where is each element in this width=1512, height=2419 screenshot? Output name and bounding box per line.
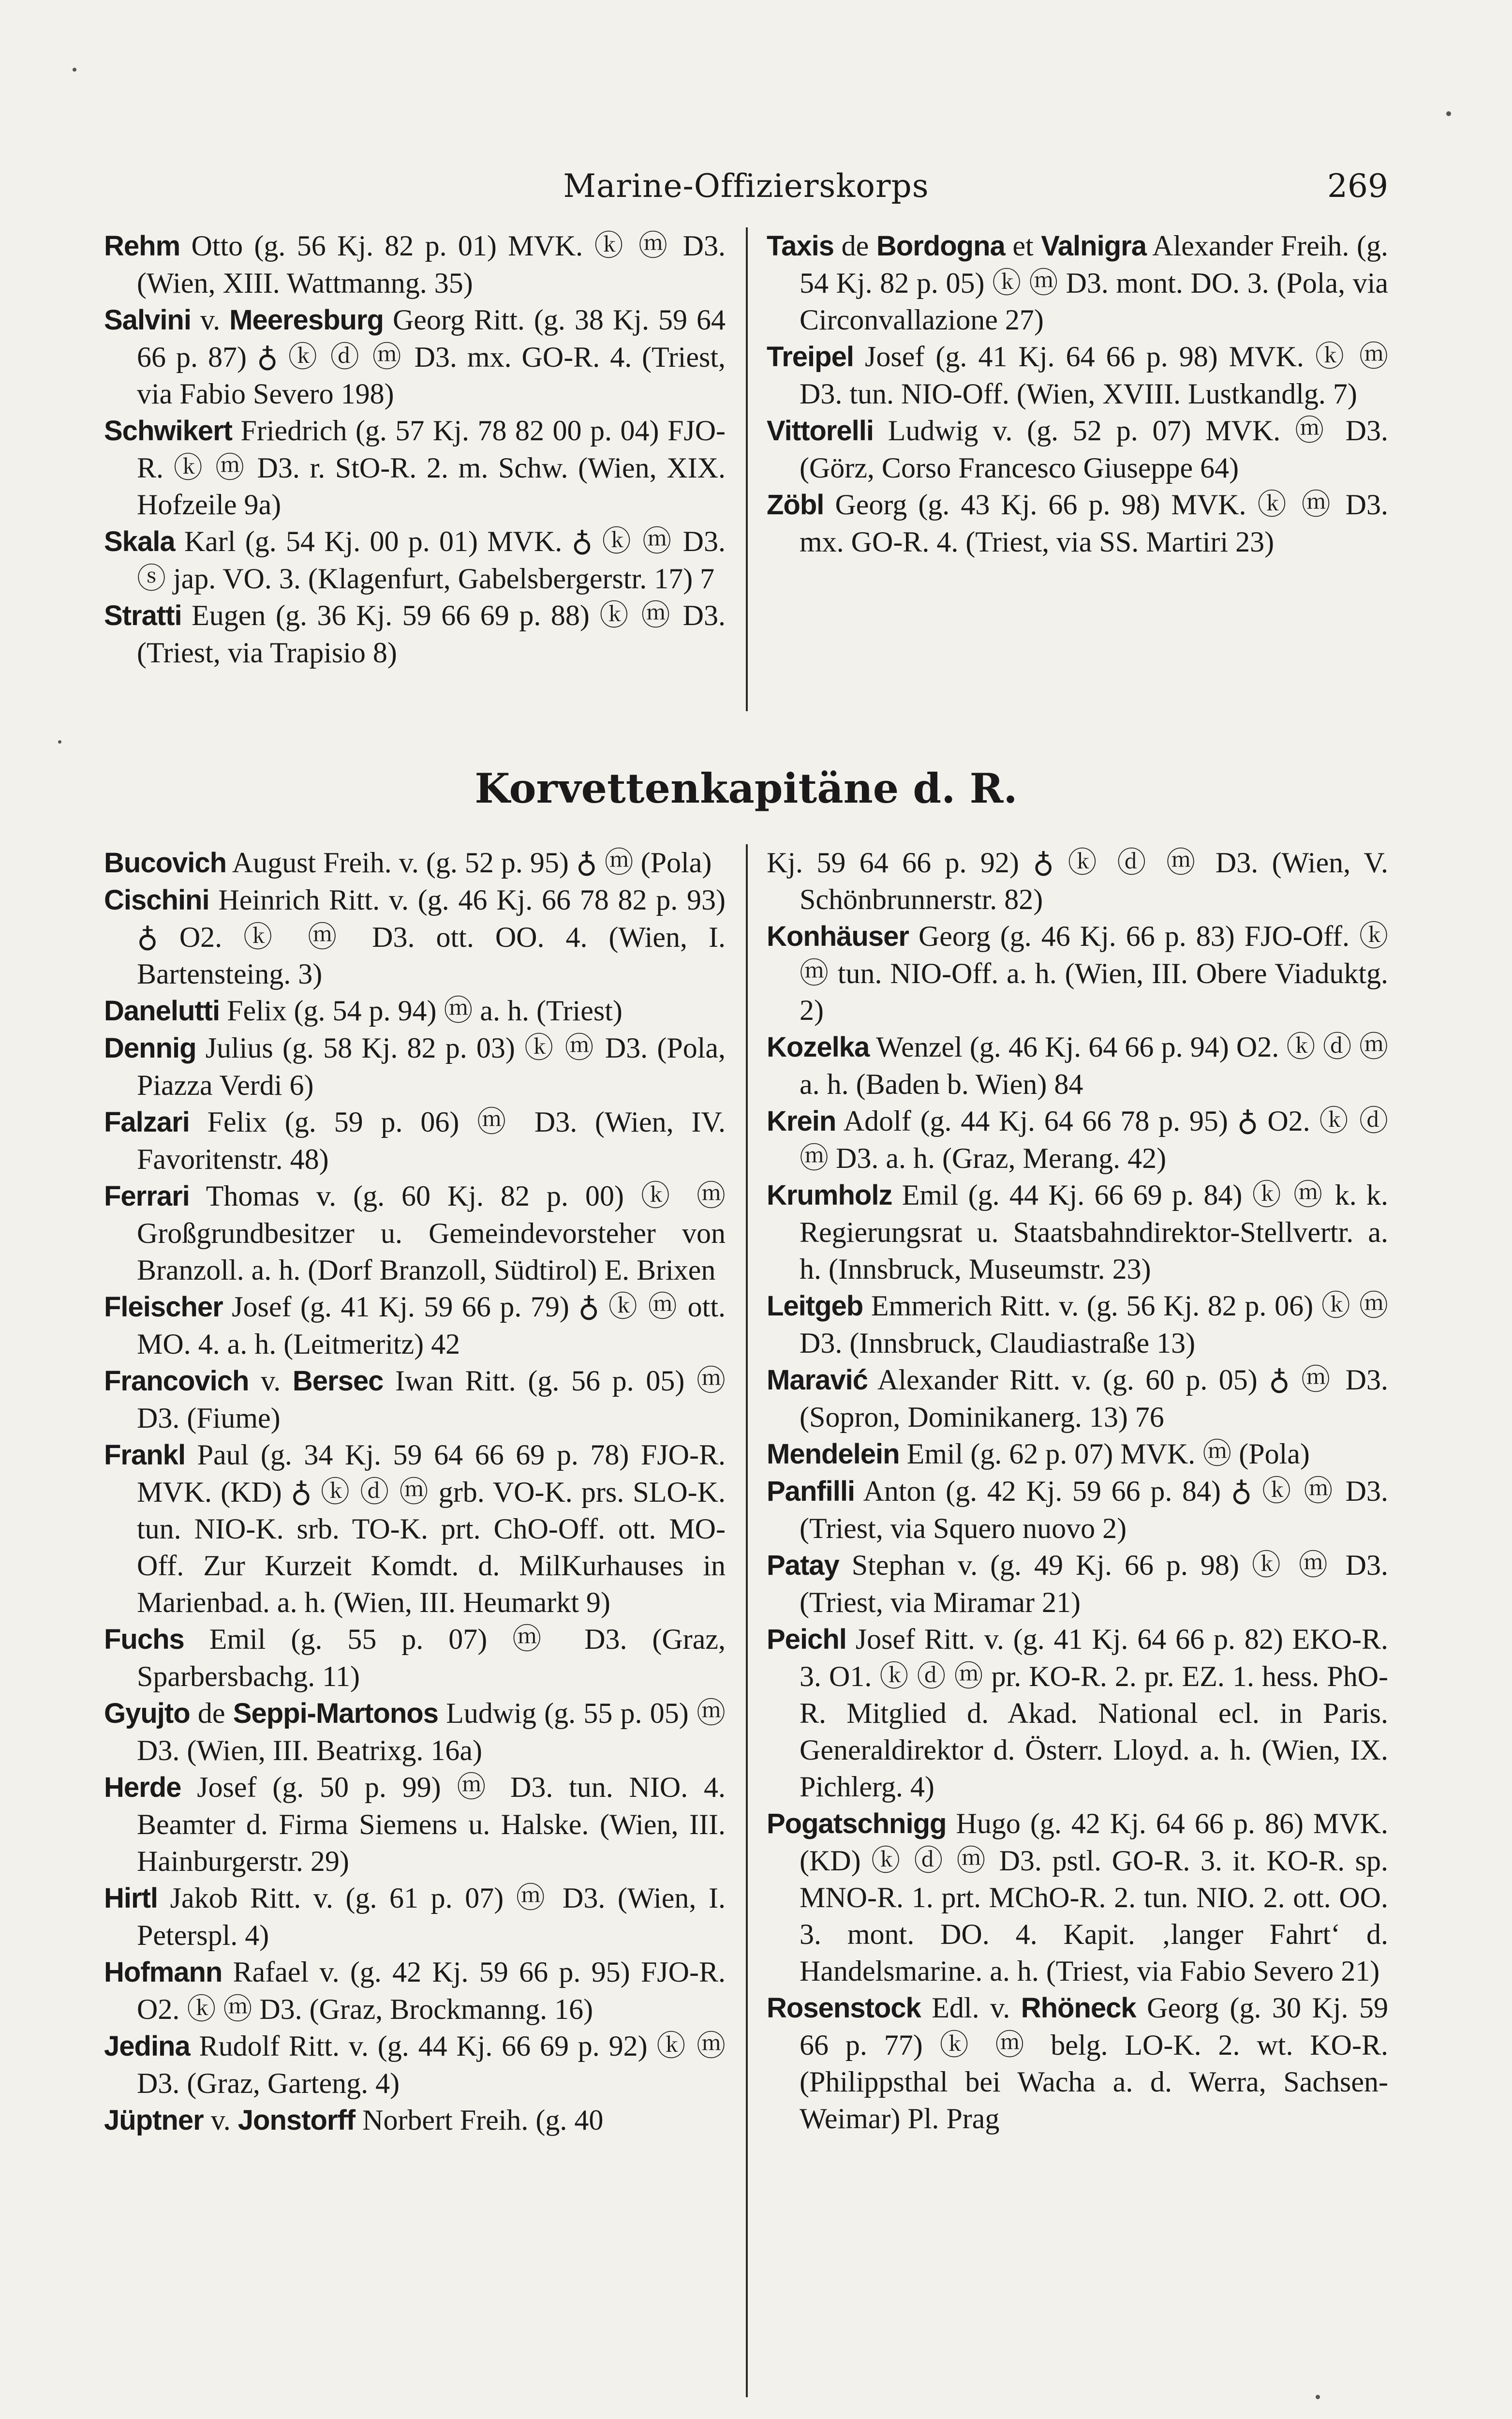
entry-text: Heinrich Ritt. v. (g. 46 Kj. 66 78 82 p. 93) ♁ O2. ⓚ ⓜ D3. ott. OO. 4. (Wien, I. Bartensteing. 3) [137, 884, 726, 990]
entry-text: Paul (g. 34 Kj. 59 64 66 69 p. 78) FJO-R. MVK. (KD) ♁ ⓚ ⓓ ⓜ grb. VO-K. prs. SLO-K. tun. NIO-K. srb. TO-K. prt. ChO-Off. ott. MO-Off. Zur Kurzeit Komdt. d. MilKurhauses in Marienbad. a. h. (Wien, III. Heumarkt 9) [137, 1439, 726, 1618]
entry [767, 1473, 1388, 1547]
entry-text: Iwan Ritt. (g. 56 p. 05) ⓜ D3. (Fiume) [137, 1365, 726, 1434]
entry-text: August Freih. v. (g. 52 p. 95) ♁ ⓜ (Pola) [226, 847, 712, 879]
entry-text: v. [191, 304, 230, 336]
entry [767, 844, 1388, 918]
entry [767, 1621, 1388, 1805]
entry-text: Alexander Freih. (g. 54 Kj. 82 p. 05) ⓚ ⓜ D3. mont. DO. 3. (Pola, via Circonvallazione 27) [800, 230, 1388, 336]
entry-text: Josef (g. 50 p. 99) ⓜ D3. tun. NIO. 4. Beamter d. Firma Siemens u. Halske. (Wien, III. Hainburgerstr. 29) [137, 1771, 726, 1877]
entry [767, 1103, 1388, 1177]
column-divider-top [746, 227, 748, 711]
entry-text: Josef Ritt. v. (g. 41 Kj. 64 66 p. 82) EKO-R. 3. O1. ⓚ ⓓ ⓜ pr. KO-R. 2. pr. EZ. 1. hess. PhO-R. Mitglied d. Akad. National ecl. in Paris. Generaldirektor d. Österr. Lloyd. a. h. (Wien, IX. Pichlerg. 4) [800, 1623, 1388, 1803]
running-head [104, 164, 1388, 208]
entry-text: Jakob Ritt. v. (g. 61 p. 07) ⓜ D3. (Wien, I. Peterspl. 4) [137, 1882, 726, 1951]
entry [104, 1362, 726, 1436]
entry-text: Emil (g. 44 Kj. 66 69 p. 84) ⓚ ⓜ k. k. Regierungsrat u. Staatsbahndirektor-Stellvertr. a. h. (Innsbruck, Museumstr. 23) [800, 1179, 1388, 1285]
entry-surname: Hofmann [104, 1956, 222, 1988]
entry-surname: Maravić [767, 1364, 868, 1396]
entry-text: Otto (g. 56 Kj. 82 p. 01) MVK. ⓚ ⓜ D3. (Wien, XIII. Wattmanng. 35) [137, 230, 726, 299]
entry-surname: Krumholz [767, 1180, 892, 1211]
entry-surname: Peichl [767, 1624, 846, 1655]
entry-surname: Valnigra [1041, 230, 1146, 262]
entry-surname: Bersec [292, 1365, 384, 1397]
entry [104, 992, 726, 1030]
entry-surname: Rosenstock [767, 1992, 921, 2024]
entry-text: Julius (g. 58 Kj. 82 p. 03) ⓚ ⓜ D3. (Pola, Piazza Verdi 6) [137, 1032, 726, 1101]
entry [767, 486, 1388, 560]
entry-text: v. [249, 1365, 293, 1397]
top-columns [104, 227, 1388, 726]
running-title: Marine-Offizierskorps [563, 167, 929, 205]
entry [104, 881, 726, 992]
entry [767, 918, 1388, 1029]
entry-surname: Jedina [104, 2031, 190, 2062]
entry [104, 1030, 726, 1104]
entry [104, 1104, 726, 1178]
entry-text: Josef (g. 41 Kj. 59 66 p. 79) ♁ ⓚ ⓜ ott. MO. 4. a. h. (Leitmeritz) 42 [137, 1291, 726, 1360]
entry-text: Kj. 59 64 66 p. 92) ♁ ⓚ ⓓ ⓜ D3. (Wien, V. Schönbrunnerstr. 82) [767, 847, 1388, 915]
entry [104, 1621, 726, 1695]
entry-surname: Fleischer [104, 1291, 223, 1323]
entry-surname: Dennig [104, 1032, 196, 1064]
entry-surname: Vittorelli [767, 415, 874, 447]
entry [104, 844, 726, 881]
entry-surname: Stratti [104, 600, 182, 631]
entry-text: Wenzel (g. 46 Kj. 64 66 p. 94) O2. ⓚ ⓓ ⓜ a. h. (Baden b. Wien) 84 [800, 1031, 1388, 1100]
top-right-column [767, 227, 1388, 560]
entry-surname: Zöbl [767, 489, 824, 521]
entry-text: Alexander Ritt. v. (g. 60 p. 05) ♁ ⓜ D3. (Sopron, Dominikanerg. 13) 76 [800, 1364, 1388, 1433]
entry [104, 2102, 726, 2139]
print-speck [1446, 111, 1451, 116]
entry [767, 1547, 1388, 1621]
entry [767, 1029, 1388, 1103]
entry-text: Josef (g. 41 Kj. 64 66 p. 98) MVK. ⓚ ⓜ D3. tun. NIO-Off. (Wien, XVIII. Lustkandlg. 7) [800, 341, 1388, 410]
entry-text: Emil (g. 62 p. 07) MVK. ⓜ (Pola) [899, 1438, 1310, 1470]
entry-text: de [834, 230, 876, 262]
entry-text: Felix (g. 59 p. 06) ⓜ D3. (Wien, IV. Favoritenstr. 48) [137, 1106, 726, 1175]
bottom-right-column [767, 844, 1388, 2137]
entry [104, 597, 726, 671]
entry [104, 523, 726, 597]
section-heading: Korvettenkapitäne d. R. [474, 764, 1018, 812]
entry-text: Anton (g. 42 Kj. 59 66 p. 84) ♁ ⓚ ⓜ D3. (Triest, via Squero nuovo 2) [800, 1475, 1388, 1544]
entry [767, 1989, 1388, 2137]
entry-text: Georg (g. 46 Kj. 66 p. 83) FJO-Off. ⓚ ⓜ tun. NIO-Off. a. h. (Wien, III. Obere Viaduktg. 2) [800, 920, 1388, 1026]
entry [104, 1880, 726, 1954]
entry-text: Eugen (g. 36 Kj. 59 66 69 p. 88) ⓚ ⓜ D3. (Triest, via Trapisio 8) [137, 599, 726, 669]
print-speck [1316, 2395, 1320, 2399]
entry-surname: Hirtl [104, 1882, 158, 1914]
entry-surname: Bordogna [876, 230, 1005, 262]
entry [767, 338, 1388, 412]
entry-surname: Seppi-Martonos [233, 1698, 438, 1729]
entry [104, 1695, 726, 1769]
entry-surname: Cischini [104, 884, 209, 916]
entry-text: Georg (g. 30 Kj. 59 66 p. 77) ⓚ ⓜ belg. LO-K. 2. wt. KO-R. (Philippsthal bei Wacha a. d. Werra, Sachsen-Weimar) Pl. Prag [800, 1992, 1388, 2135]
entry [767, 1805, 1388, 1989]
entry [767, 1435, 1388, 1473]
print-speck [58, 740, 61, 744]
entry-surname: Taxis [767, 230, 834, 262]
entry-surname: Leitgeb [767, 1290, 863, 1322]
entry-surname: Jüptner [104, 2105, 204, 2136]
entry-surname: Danelutti [104, 995, 220, 1027]
entry-surname: Meeresburg [229, 304, 384, 336]
bottom-left-column [104, 844, 726, 2139]
page-number: 269 [1327, 167, 1388, 205]
entry-text: et [1005, 230, 1041, 262]
entry-text: Adolf (g. 44 Kj. 64 66 78 p. 95) ♁ O2. ⓚ ⓓ ⓜ D3. a. h. (Graz, Merang. 42) [800, 1105, 1388, 1174]
entry-text: Edl. v. [920, 1992, 1021, 2024]
entry-text: Thomas v. (g. 60 Kj. 82 p. 00) ⓚ ⓜ Großgrundbesitzer u. Gemeindevorsteher von Branzoll. a. h. (Dorf Branzoll, Südtirol) E. Brixen [137, 1180, 726, 1286]
top-left-column [104, 227, 726, 671]
entry-surname: Patay [767, 1550, 839, 1581]
entry-surname: Treipel [767, 341, 854, 373]
entry-text: Karl (g. 54 Kj. 00 p. 01) MVK. ♁ ⓚ ⓜ D3. ⓢ jap. VO. 3. (Klagenfurt, Gabelsbergerstr. 17) 7 [137, 525, 726, 595]
entry-surname: Falzari [104, 1106, 190, 1138]
entry-text: Stephan v. (g. 49 Kj. 66 p. 98) ⓚ ⓜ D3. (Triest, via Miramar 21) [800, 1549, 1388, 1618]
entry [104, 301, 726, 412]
entry-surname: Konhäuser [767, 921, 909, 952]
entry-surname: Frankl [104, 1439, 186, 1471]
entry-surname: Francovich [104, 1365, 249, 1397]
entry-text: Georg Ritt. (g. 38 Kj. 59 64 66 p. 87) ♁ ⓚ ⓓ ⓜ D3. mx. GO-R. 4. (Triest, via Fabio Severo 198) [137, 304, 726, 410]
entry-text: Georg (g. 43 Kj. 66 p. 98) MVK. ⓚ ⓜ D3. mx. GO-R. 4. (Triest, via SS. Martiri 23) [800, 489, 1388, 558]
entry-text: Rudolf Ritt. v. (g. 44 Kj. 66 69 p. 92) ⓚ ⓜ D3. (Graz, Garteng. 4) [137, 2030, 726, 2099]
entry-text: Emil (g. 55 p. 07) ⓜ D3. (Graz, Sparbersbachg. 11) [137, 1623, 726, 1692]
entry-text: Friedrich (g. 57 Kj. 78 82 00 p. 04) FJO-R. ⓚ ⓜ D3. r. StO-R. 2. m. Schw. (Wien, XIX. Hofzeile 9a) [137, 415, 726, 521]
entry [104, 1178, 726, 1288]
entry [104, 1436, 726, 1621]
entry-text: Ludwig v. (g. 52 p. 07) MVK. ⓜ D3. (Görz, Corso Francesco Giuseppe 64) [800, 415, 1388, 484]
print-speck [73, 68, 76, 72]
entry-surname: Ferrari [104, 1180, 190, 1212]
entry-surname: Fuchs [104, 1624, 184, 1655]
entry-surname: Jonstorff [237, 2105, 356, 2136]
entry-text: de [190, 1697, 233, 1729]
entry [104, 227, 726, 301]
entry-text: Norbert Freih. (g. 40 [355, 2104, 604, 2136]
entry-surname: Pogatschnigg [767, 1808, 947, 1839]
entry-text: v. [203, 2104, 238, 2136]
entry-surname: Panfilli [767, 1476, 855, 1507]
entry [104, 1288, 726, 1362]
entry-surname: Skala [104, 526, 175, 557]
entry [104, 1954, 726, 2028]
entry-text: Hugo (g. 42 Kj. 64 66 p. 86) MVK. (KD) ⓚ ⓓ ⓜ D3. pstl. GO-R. 3. it. KO-R. sp. MNO-R. 1. prt. MChO-R. 2. tun. NIO. 2. ott. OO. 3. mont. DO. 4. Kapit. ‚langer Fahrt‘ d. Handelsmarine. a. h. (Triest, via Fabio Severo 21) [800, 1807, 1388, 1987]
entry-surname: Rehm [104, 230, 180, 262]
entry-surname: Krein [767, 1105, 836, 1137]
entry [767, 1287, 1388, 1361]
column-divider-bottom [746, 844, 748, 2397]
entry-surname: Schwikert [104, 415, 232, 447]
entry [767, 227, 1388, 338]
entry-surname: Rhöneck [1021, 1992, 1136, 2024]
entry-text: Felix (g. 54 p. 94) ⓜ a. h. (Triest) [220, 995, 623, 1027]
entry [767, 1361, 1388, 1435]
entry-text: Rafael v. (g. 42 Kj. 59 66 p. 95) FJO-R. O2. ⓚ ⓜ D3. (Graz, Brockmanng. 16) [137, 1956, 726, 2025]
entry-text: Ludwig (g. 55 p. 05) ⓜ D3. (Wien, III. Beatrixg. 16a) [137, 1697, 726, 1766]
entry [767, 1177, 1388, 1287]
entry [104, 2028, 726, 2102]
entry [104, 1769, 726, 1880]
entry-surname: Bucovich [104, 847, 227, 879]
entry-surname: Mendelein [767, 1438, 900, 1470]
bottom-columns [104, 844, 1388, 2417]
entry [104, 412, 726, 523]
entry-surname: Gyujto [104, 1698, 190, 1729]
entry [767, 412, 1388, 486]
entry-surname: Kozelka [767, 1031, 870, 1063]
entry-surname: Salvini [104, 304, 191, 336]
entry-surname: Herde [104, 1772, 181, 1803]
entry-text: Emmerich Ritt. v. (g. 56 Kj. 82 p. 06) ⓚ ⓜ D3. (Innsbruck, Claudiastraße 13) [800, 1290, 1388, 1359]
